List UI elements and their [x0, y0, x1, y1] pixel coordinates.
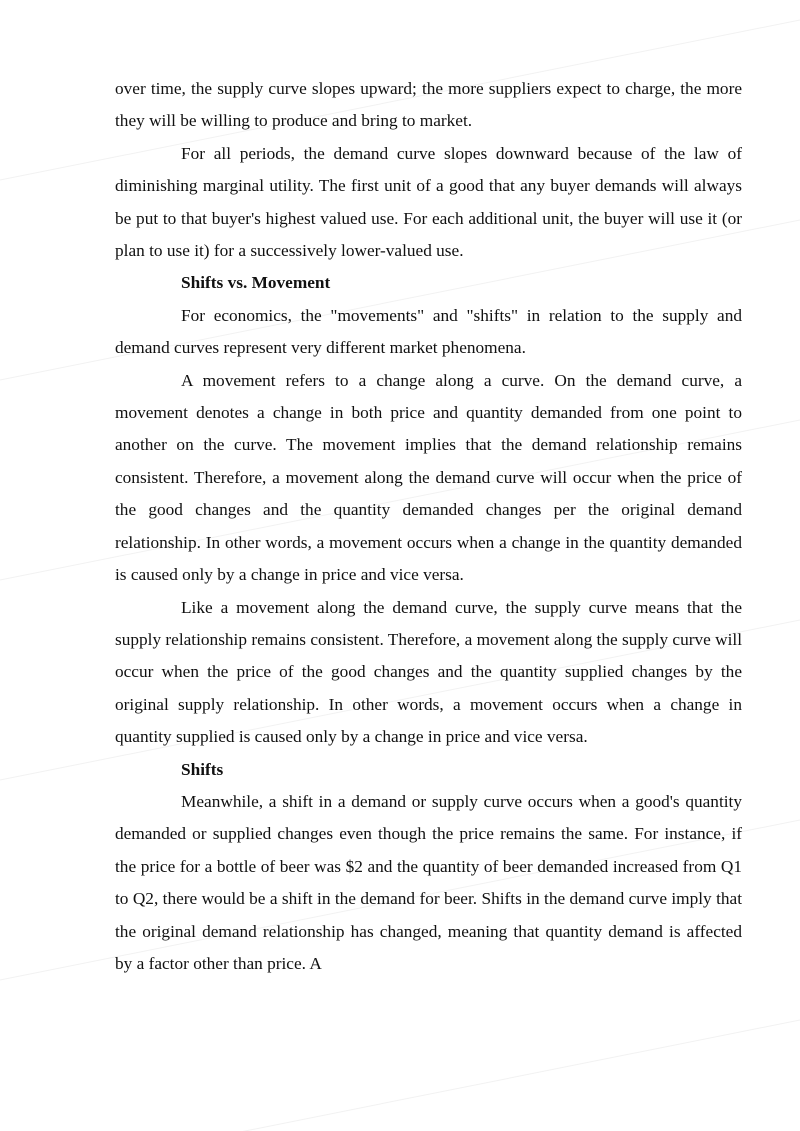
- paragraph-movements-and-shifts: For economics, the "movements" and "shifts" in relation to the supply and demand curves represent very different market phenomena.: [115, 305, 742, 358]
- paragraph-supply-curve: over time, the supply curve slopes upward; the more suppliers expect to charge, the more they will be willing to produce and bring to market.: [115, 79, 742, 131]
- document-body: [115, 73, 742, 980]
- paragraph-supply-movement: Like a movement along the demand curve, the supply curve means that the supply relationship remains consistent. Therefore, a movement along the supply curve will occur when the price of the good changes and the quantity supplied changes by the original supply relationship. In other words, a movement occurs when a change in quantity supplied is caused only by a change in price and vice versa.: [115, 597, 742, 747]
- section-heading-shifts: Shifts: [181, 759, 224, 779]
- paragraph-demand-curve: For all periods, the demand curve slopes downward because of the law of diminishing marginal utility. The first unit of a good that any buyer demands will always be put to that buyer's highest valued use. For each additional unit, the buyer will use it (or plan to use it) for a successively lower-valued use.: [115, 143, 742, 261]
- section-heading-shifts-vs-movement: Shifts vs. Movement: [181, 273, 331, 293]
- paragraph-shift-definition: Meanwhile, a shift in a demand or supply curve occurs when a good's quantity demanded or supplied changes even though the price remains the same. For instance, if the price for a bottle of beer was $2 and the quantity of beer demanded increased from Q1 to Q2, there would be a shift in the demand for beer. Shifts in the demand curve imply that the original demand relationship has changed, meaning that quantity demand is affected by a factor other than price. A: [115, 791, 742, 973]
- paragraph-movement-definition: A movement refers to a change along a curve. On the demand curve, a movement denotes a change in both price and quantity demanded from one point to another on the curve. The movement implies that the demand relationship remains consistent. Therefore, a movement along the demand curve will occur when the price of the good changes and the quantity demanded changes per the original demand relationship. In other words, a movement occurs when a change in the quantity demanded is caused only by a change in price and vice versa.: [115, 370, 742, 585]
